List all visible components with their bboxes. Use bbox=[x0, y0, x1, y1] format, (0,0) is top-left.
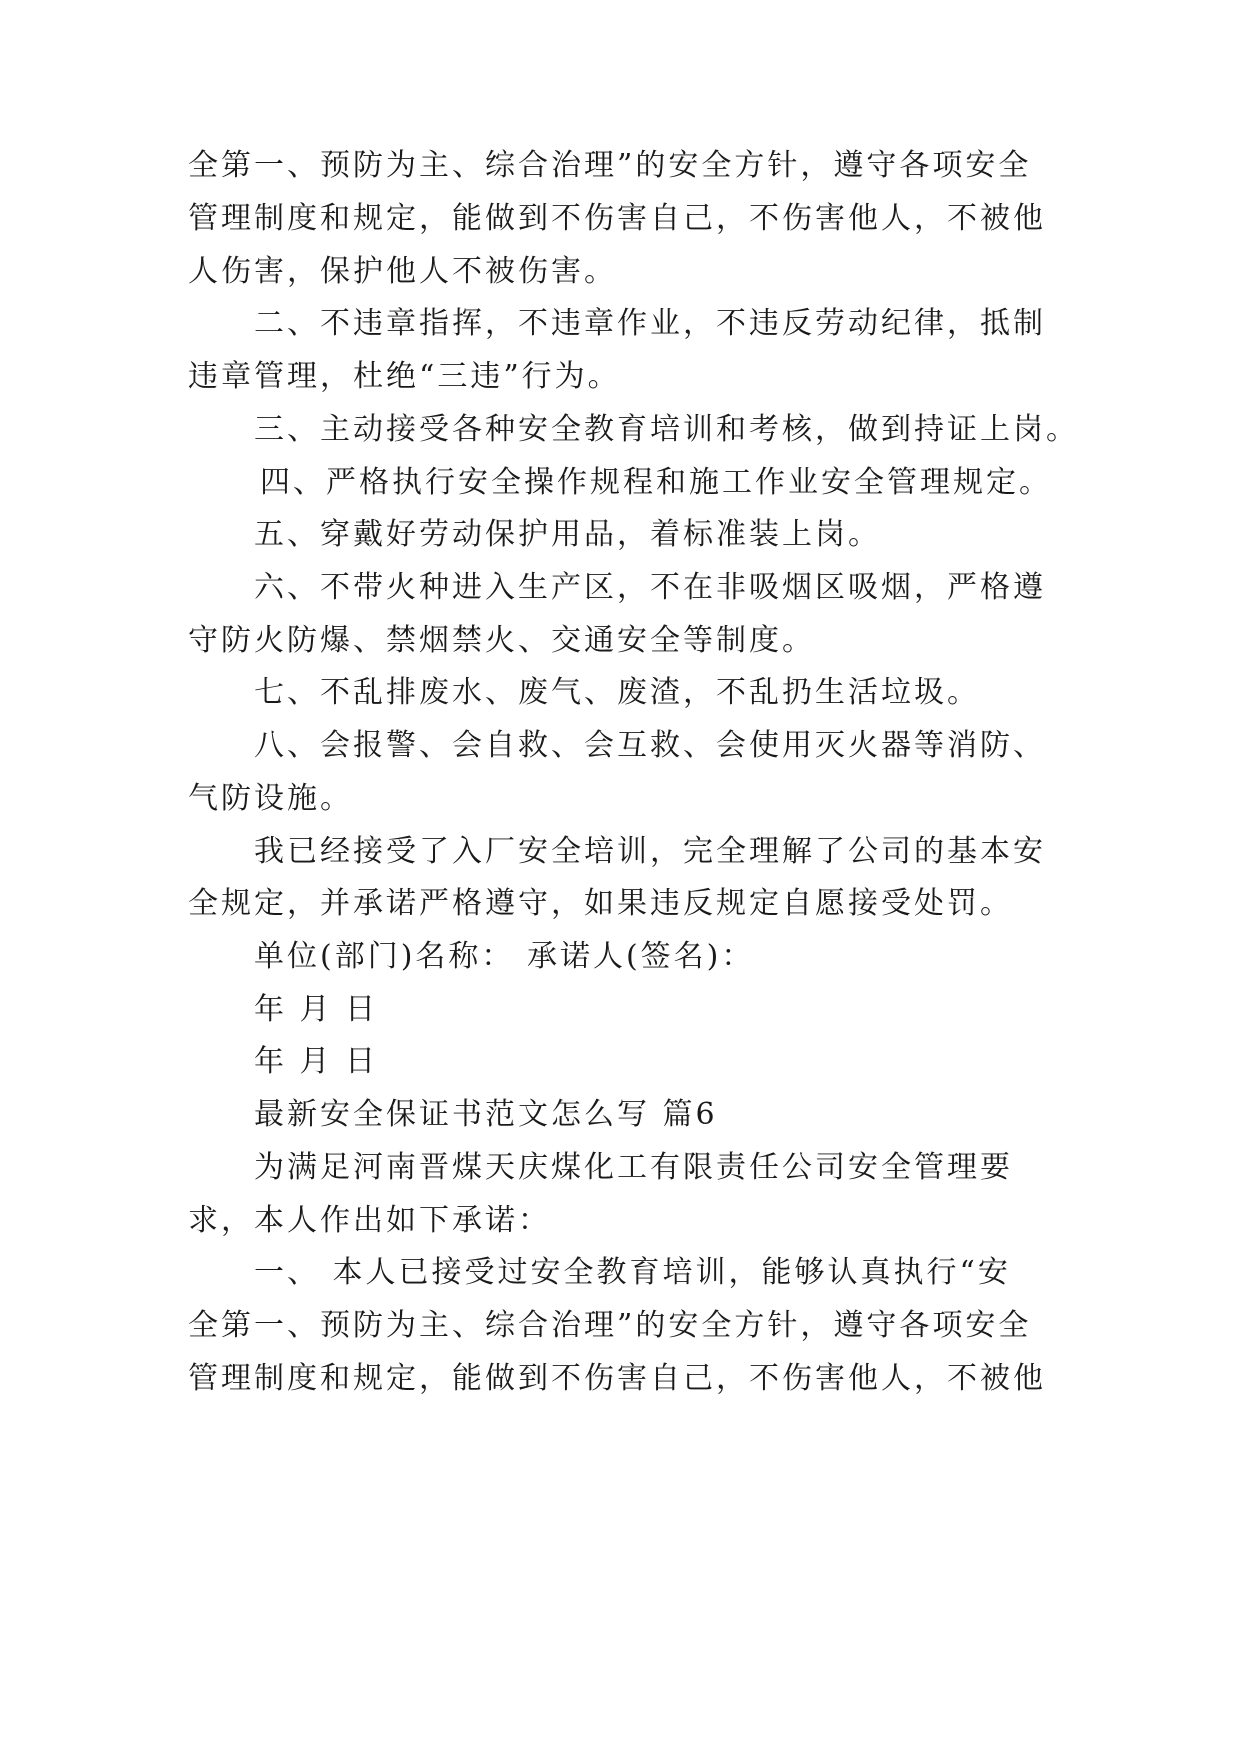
text-line: 求，本人作出如下承诺： bbox=[188, 1203, 551, 1238]
text-line: 二、不违章指挥，不违章作业，不违反劳动纪律，抵制 bbox=[254, 306, 1046, 341]
text-line: 六、不带火种进入生产区，不在非吸烟区吸烟，严格遵 bbox=[254, 570, 1046, 605]
text-line: 管理制度和规定，能做到不伤害自己，不伤害他人，不被他 bbox=[188, 201, 1046, 236]
text-line: 单位(部门)名称： 承诺人(签名)： bbox=[254, 939, 755, 974]
text-line: 七、不乱排废水、废气、废渣，不乱扔生活垃圾。 bbox=[254, 675, 980, 710]
text-line: 八、会报警、会自救、会互救、会使用灭火器等消防、 bbox=[254, 728, 1046, 763]
text-line: 年 月 日 bbox=[254, 992, 379, 1027]
text-line: 四、严格执行安全操作规程和施工作业安全管理规定。 bbox=[260, 465, 1052, 500]
section-heading: 最新安全保证书范文怎么写 篇6 bbox=[254, 1097, 718, 1132]
text-line: 五、穿戴好劳动保护用品，着标准装上岗。 bbox=[254, 517, 881, 552]
text-line: 年 月 日 bbox=[254, 1044, 379, 1079]
text-line: 我已经接受了入厂安全培训，完全理解了公司的基本安 bbox=[254, 834, 1046, 869]
text-line: 守防火防爆、禁烟禁火、交通安全等制度。 bbox=[188, 623, 815, 658]
text-line: 全第一、预防为主、综合治理”的安全方针，遵守各项安全 bbox=[188, 148, 1032, 183]
text-line: 三、主动接受各种安全教育培训和考核，做到持证上岗。 bbox=[254, 412, 1079, 447]
text-line: 为满足河南晋煤天庆煤化工有限责任公司安全管理要 bbox=[254, 1150, 1013, 1185]
text-line: 全规定，并承诺严格遵守，如果违反规定自愿接受处罚。 bbox=[188, 886, 1013, 921]
text-line: 全第一、预防为主、综合治理”的安全方针，遵守各项安全 bbox=[188, 1308, 1032, 1343]
text-line: 人伤害，保护他人不被伤害。 bbox=[188, 254, 617, 289]
text-line: 气防设施。 bbox=[188, 781, 353, 816]
text-line: 违章管理，杜绝“三违”行为。 bbox=[188, 359, 621, 394]
text-line: 一、 本人已接受过安全教育培训，能够认真执行“安 bbox=[254, 1255, 1011, 1290]
text-line: 管理制度和规定，能做到不伤害自己，不伤害他人，不被他 bbox=[188, 1361, 1046, 1396]
